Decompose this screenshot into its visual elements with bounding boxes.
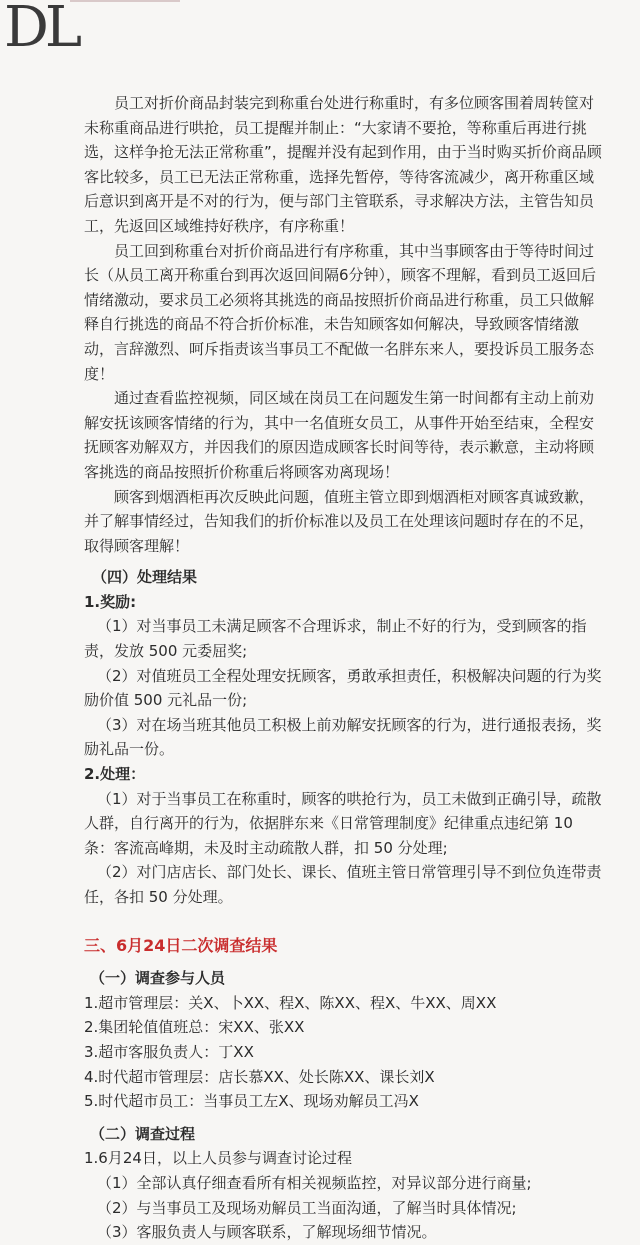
process-intro: 1.6月24日，以上人员参与调查讨论过程 xyxy=(84,1149,352,1168)
reward-item: （1）对当事员工未满足顾客不合理诉求，制止不好的行为，受到顾客的指责，发放 500 元委屈奖; xyxy=(84,617,587,661)
brand-logo: DL xyxy=(4,0,79,60)
document-body xyxy=(84,91,604,1245)
participant-item: 2.集团轮值值班总：宋XX、张XX xyxy=(84,1018,305,1037)
process-heading: （二）调查过程 xyxy=(90,1124,196,1143)
participants-heading: （一）调查参与人员 xyxy=(90,969,226,988)
penalty-title: 2.处理： xyxy=(84,765,146,784)
paragraph: 通过查看监控视频，同区域在岗员工在问题发生第一时间都有主动上前劝解安抚该顾客情绪的行为，其中一名值班女员工，从事件开始至结束，全程安抚顾客劝解双方，并因我们的原因造成顾客长时间等待，表示歉意，主动将顾客挑选的商品按照折价称重后将顾客劝离现场！ xyxy=(84,389,595,481)
paragraph: 员工回到称重台对折价商品进行有序称重，其中当事顾客由于等待时间过长（从员工离开称重台到再次返回间隔6分钟），顾客不理解，看到员工返回后情绪激动，要求员工必须将其挑选的商品按照折价商品进行称重，员工只做解释自行挑选的商品不符合折价标准，未告知顾客如何解决，导致顾客情绪激动，言辞激烈、呵斥指责该当事员工不配做一名胖东来人，要投诉员工服务态度！ xyxy=(84,241,597,383)
penalty-item: （2）对门店店长、部门处长、课长、值班主管日常管理引导不到位负连带责任，各扣 50 分处理。 xyxy=(84,863,602,906)
process-item: （1）全部认真仔细查看所有相关视频监控，对异议部分进行商量; xyxy=(97,1173,532,1192)
result-heading: （四）处理结果 xyxy=(92,568,198,587)
paragraph: 顾客到烟酒柜再次反映此问题，值班主管立即到烟酒柜对顾客真诚致歉，并了解事情经过，告知我们的折价标准以及员工在处理该问题时存在的不足，取得顾客理解！ xyxy=(84,487,595,555)
process-item: （3）客服负责人与顾客联系，了解现场细节情况。 xyxy=(97,1223,437,1242)
paragraph: 员工对折价商品封装完到称重台处进行称重时，有多位顾客围着周转筐对未称重商品进行哄抢，员工提醒并制止：“大家请不要抢，等称重后再进行挑选，这样争抢无法正常称重”，提醒并没有起到作用，由于当时购买折价商品顾客比较多，员工已无法正常称重，选择先暂停，等待客流减少，离开称重区域后意识到离开是不对的行为，便与部门主管联系，寻求解决方法，主管告知员工，先返回区域维持好秩序，有序称重！ xyxy=(84,94,602,235)
section3-heading: 三、6月24日二次调查结果 xyxy=(84,935,278,955)
top-divider xyxy=(70,0,180,2)
reward-item: （2）对值班员工全程处理安抚顾客，勇敢承担责任，积极解决问题的行为奖励价值 500 元礼品一份; xyxy=(84,666,602,710)
reward-title: 1.奖励: xyxy=(84,592,137,611)
participant-item: 5.时代超市员工：当事员工左X、现场劝解员工冯X xyxy=(84,1092,419,1111)
penalty-item: （1）对于当事员工在称重时，顾客的哄抢行为，员工未做到正确引导，疏散人群，自行离开的行为，依据胖东来《日常管理制度》纪律重点违纪第 10 条：客流高峰期，未及时主动疏散人群，扣 50 分处理; xyxy=(84,789,602,857)
participant-item: 1.超市管理层：关X、卜XX、程X、陈XX、程X、牛XX、周XX xyxy=(84,993,497,1012)
process-item: （2）与当事员工及现场劝解员工当面沟通，了解当时具体情况; xyxy=(97,1198,517,1217)
participant-item: 3.超市客服负责人：丁XX xyxy=(84,1042,254,1061)
participant-item: 4.时代超市管理层：店长慕XX、处长陈XX、课长刘X xyxy=(84,1067,435,1086)
reward-item: （3）对在场当班其他员工积极上前劝解安抚顾客的行为，进行通报表扬，奖励礼品一份。 xyxy=(84,715,602,759)
